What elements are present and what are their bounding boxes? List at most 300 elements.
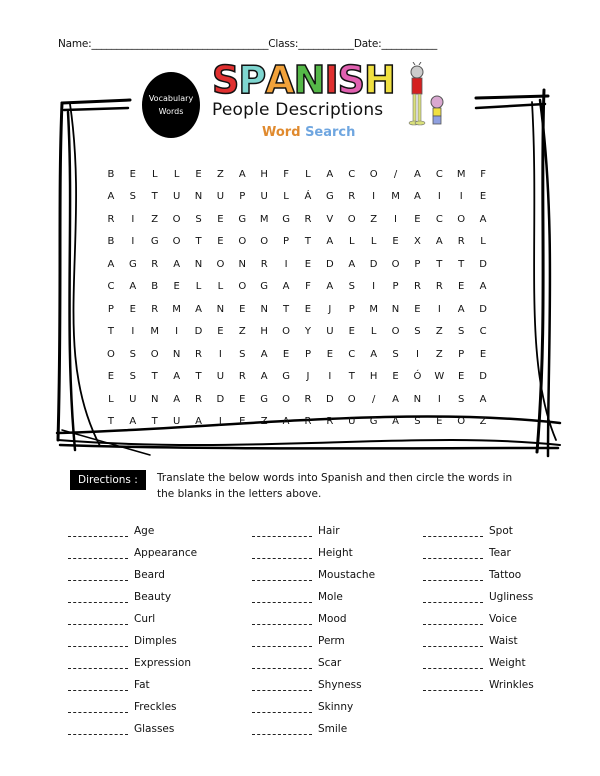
grid-letter[interactable]: D <box>479 258 487 270</box>
grid-letter[interactable]: M <box>369 303 378 315</box>
grid-letter[interactable]: U <box>129 393 137 405</box>
answer-blank[interactable] <box>68 594 128 603</box>
grid-letter[interactable]: A <box>173 258 181 270</box>
badge-line-1: Vocabulary <box>148 94 194 103</box>
answer-blank[interactable] <box>68 638 128 647</box>
grid-letter[interactable]: O <box>391 326 400 338</box>
title-spanish <box>212 60 395 100</box>
grid-letter[interactable]: O <box>282 393 290 405</box>
vocab-word: Tattoo <box>489 569 522 581</box>
grid-letter[interactable]: T <box>195 371 202 383</box>
grid-letter[interactable]: O <box>107 348 115 360</box>
grid-letter[interactable]: T <box>107 326 114 338</box>
grid-letter[interactable]: B <box>107 236 115 248</box>
grid-letter[interactable]: O <box>369 168 378 180</box>
grid-letter[interactable]: Ó <box>413 371 422 383</box>
answer-blank[interactable] <box>423 638 483 647</box>
grid-letter[interactable]: E <box>326 348 334 360</box>
grid-letter[interactable]: I <box>372 191 376 203</box>
grid-letter[interactable]: Z <box>151 213 159 225</box>
grid-letter[interactable]: A <box>370 348 378 360</box>
vocab-word: Fat <box>134 679 150 691</box>
grid-letter[interactable]: R <box>260 258 268 270</box>
grid-letter[interactable]: E <box>458 371 465 383</box>
grid-letter[interactable]: S <box>348 281 355 293</box>
grid-letter[interactable]: P <box>414 258 421 270</box>
grid-letter[interactable]: U <box>326 326 334 338</box>
grid-letter[interactable]: S <box>129 371 137 383</box>
badge-line-2: Words <box>158 107 184 116</box>
grid-letter[interactable]: Y <box>304 326 312 338</box>
vocab-word: Wrinkles <box>489 679 534 691</box>
grid-letter[interactable]: R <box>326 416 334 428</box>
grid-letter[interactable]: B <box>107 168 115 180</box>
grid-letter[interactable]: A <box>260 371 268 383</box>
answer-blank[interactable] <box>423 550 483 559</box>
name-field[interactable]: ___________________________________ <box>91 38 269 50</box>
grid-letter[interactable]: S <box>129 348 137 360</box>
grid-row <box>100 231 520 254</box>
answer-blank[interactable] <box>423 572 483 581</box>
grid-row <box>100 343 520 366</box>
grid-letter[interactable]: G <box>282 213 290 225</box>
grid-letter[interactable]: T <box>107 416 114 428</box>
grid-letter[interactable]: A <box>129 281 137 293</box>
grid-letter[interactable]: S <box>195 213 202 225</box>
class-field[interactable]: ___________ <box>298 38 354 50</box>
grid-letter[interactable]: R <box>151 303 159 315</box>
grid-letter[interactable]: L <box>370 236 377 248</box>
grid-letter[interactable]: I <box>284 258 288 270</box>
grid-letter[interactable]: A <box>326 281 334 293</box>
title-letter: S <box>337 58 364 102</box>
grid-letter[interactable]: Z <box>479 416 487 428</box>
grid-letter[interactable]: P <box>239 191 246 203</box>
grid-letter[interactable]: I <box>437 393 441 405</box>
vocab-word: Dimples <box>134 635 177 647</box>
vocab-word: Tear <box>489 547 511 559</box>
vocab-item <box>252 718 375 740</box>
grid-letter[interactable]: H <box>369 371 378 383</box>
grid-letter[interactable]: C <box>348 348 356 360</box>
grid-letter[interactable]: A <box>392 416 399 428</box>
grid-letter[interactable]: S <box>129 191 137 203</box>
grid-letter[interactable]: A <box>260 348 268 360</box>
grid-row <box>100 253 520 276</box>
grid-letter[interactable]: P <box>348 303 355 315</box>
grid-letter[interactable]: D <box>326 393 334 405</box>
vocab-word: Smile <box>318 723 348 735</box>
vocab-word: Freckles <box>134 701 177 713</box>
answer-blank[interactable] <box>252 638 312 647</box>
answer-blank[interactable] <box>68 572 128 581</box>
answer-blank[interactable] <box>252 594 312 603</box>
grid-letter[interactable]: R <box>348 191 356 203</box>
vocab-item <box>252 608 375 630</box>
grid-letter[interactable]: T <box>283 303 290 315</box>
grid-letter[interactable]: C <box>435 213 443 225</box>
grid-letter[interactable]: P <box>107 303 114 315</box>
grid-letter[interactable]: O <box>216 258 225 270</box>
class-label: Class: <box>268 38 299 50</box>
grid-letter[interactable]: A <box>282 416 290 428</box>
grid-letter[interactable]: I <box>459 191 463 203</box>
grid-letter[interactable]: T <box>348 371 355 383</box>
grid-letter[interactable]: R <box>304 213 312 225</box>
grid-letter[interactable]: O <box>238 236 247 248</box>
grid-letter[interactable]: A <box>173 393 181 405</box>
grid-letter[interactable]: P <box>392 281 399 293</box>
grid-letter[interactable]: G <box>238 213 247 225</box>
title-letter: P <box>238 58 266 102</box>
grid-letter[interactable]: U <box>348 416 356 428</box>
grid-letter[interactable]: U <box>216 191 225 203</box>
grid-letter[interactable]: O <box>347 393 356 405</box>
grid-letter[interactable]: E <box>479 191 487 203</box>
grid-letter[interactable]: O <box>457 213 466 225</box>
grid-letter[interactable]: H <box>260 168 268 180</box>
grid-letter[interactable]: J <box>306 371 310 383</box>
grid-letter[interactable]: L <box>348 236 355 248</box>
grid-letter[interactable]: A <box>282 281 290 293</box>
grid-letter[interactable]: O <box>172 213 181 225</box>
grid-letter[interactable]: A <box>326 168 334 180</box>
grid-letter[interactable]: I <box>437 191 441 203</box>
grid-letter[interactable]: O <box>150 348 159 360</box>
vocab-item <box>423 652 534 674</box>
grid-letter[interactable]: E <box>392 371 399 383</box>
grid-letter[interactable]: S <box>458 326 465 338</box>
grid-letter[interactable]: U <box>172 416 181 428</box>
grid-letter[interactable]: N <box>150 393 159 405</box>
grid-letter[interactable]: E <box>348 326 355 338</box>
answer-blank[interactable] <box>423 682 483 691</box>
grid-letter[interactable]: A <box>195 303 202 315</box>
grid-letter[interactable]: E <box>239 416 246 428</box>
grid-letter[interactable]: T <box>195 236 202 248</box>
grid-letter[interactable]: L <box>108 393 114 405</box>
grid-letter[interactable]: E <box>304 303 312 315</box>
grid-letter[interactable]: R <box>413 281 421 293</box>
grid-letter[interactable]: N <box>238 258 247 270</box>
answer-blank[interactable] <box>423 660 483 669</box>
title-letter: N <box>293 58 325 102</box>
grid-letter[interactable]: F <box>305 281 311 293</box>
grid-letter[interactable]: T <box>151 191 158 203</box>
grid-letter[interactable]: O <box>260 236 269 248</box>
grid-letter[interactable]: E <box>195 168 202 180</box>
vocab-item <box>423 520 534 542</box>
answer-blank[interactable] <box>252 704 312 713</box>
grid-letter[interactable]: G <box>325 191 334 203</box>
grid-letter[interactable]: B <box>151 281 159 293</box>
student-info-line <box>58 38 548 50</box>
grid-letter[interactable]: I <box>437 303 441 315</box>
grid-letter[interactable]: / <box>393 168 398 180</box>
vocab-item <box>252 586 375 608</box>
grid-letter[interactable]: F <box>480 168 486 180</box>
grid-letter[interactable]: T <box>458 258 465 270</box>
vocab-item <box>423 630 534 652</box>
grid-letter[interactable]: C <box>107 281 115 293</box>
grid-letter[interactable]: A <box>413 168 421 180</box>
grid-letter[interactable]: G <box>282 371 290 383</box>
grid-letter[interactable]: D <box>326 258 334 270</box>
name-label: Name: <box>58 38 92 50</box>
grid-letter[interactable]: S <box>239 348 246 360</box>
grid-letter[interactable]: R <box>195 393 202 405</box>
grid-row <box>100 366 520 389</box>
grid-letter[interactable]: E <box>173 281 180 293</box>
grid-letter[interactable]: M <box>259 213 269 225</box>
vocab-item <box>252 630 375 652</box>
grid-letter[interactable]: O <box>457 416 466 428</box>
grid-letter[interactable]: O <box>391 258 400 270</box>
grid-letter[interactable]: Z <box>238 326 246 338</box>
grid-letter[interactable]: A <box>129 416 137 428</box>
grid-letter[interactable]: E <box>239 393 246 405</box>
vocab-word: Spot <box>489 525 513 537</box>
vocab-item <box>252 652 375 674</box>
grid-letter[interactable]: E <box>129 303 136 315</box>
grid-letter[interactable]: O <box>238 281 247 293</box>
grid-letter[interactable]: L <box>151 168 158 180</box>
vocab-word: Beauty <box>134 591 172 603</box>
grid-letter[interactable]: D <box>479 371 487 383</box>
grid-letter[interactable]: S <box>414 416 421 428</box>
grid-letter[interactable]: / <box>371 393 376 405</box>
grid-letter[interactable]: R <box>304 393 312 405</box>
grid-letter[interactable]: G <box>150 236 159 248</box>
grid-letter[interactable]: Z <box>435 326 443 338</box>
grid-letter[interactable]: G <box>260 393 269 405</box>
vocab-item <box>68 608 197 630</box>
grid-letter[interactable]: E <box>436 416 443 428</box>
grid-letter[interactable]: L <box>173 168 180 180</box>
grid-letter[interactable]: M <box>391 191 400 203</box>
grid-letter[interactable]: E <box>239 303 246 315</box>
grid-letter[interactable]: I <box>218 348 222 360</box>
grid-letter[interactable]: U <box>216 371 225 383</box>
grid-letter[interactable]: E <box>414 303 421 315</box>
grid-letter[interactable]: A <box>435 236 443 248</box>
grid-row <box>100 298 520 321</box>
grid-letter[interactable]: I <box>415 348 419 360</box>
grid-letter[interactable]: P <box>304 348 311 360</box>
grid-letter[interactable]: A <box>173 371 181 383</box>
grid-letter[interactable]: A <box>107 258 115 270</box>
vocab-word: Waist <box>489 635 518 647</box>
grid-letter[interactable]: X <box>413 236 421 248</box>
grid-letter[interactable]: A <box>107 191 115 203</box>
grid-letter[interactable]: E <box>129 168 136 180</box>
grid-letter[interactable]: L <box>480 236 486 248</box>
grid-letter[interactable]: N <box>260 303 268 315</box>
grid-letter[interactable]: R <box>435 281 443 293</box>
grid-letter[interactable]: N <box>216 303 225 315</box>
vocab-item <box>423 674 534 696</box>
answer-blank[interactable] <box>252 682 312 691</box>
grid-letter[interactable]: I <box>175 326 179 338</box>
grid-letter[interactable]: E <box>217 326 224 338</box>
grid-letter[interactable]: R <box>304 416 312 428</box>
vocab-word: Beard <box>134 569 165 581</box>
grid-letter[interactable]: R <box>107 213 115 225</box>
grid-letter[interactable]: M <box>150 326 160 338</box>
grid-letter[interactable]: T <box>436 258 443 270</box>
grid-letter[interactable]: A <box>479 213 487 225</box>
grid-letter[interactable]: U <box>260 191 268 203</box>
grid-letter[interactable]: W <box>434 371 445 383</box>
grid-letter[interactable]: D <box>194 326 203 338</box>
grid-letter[interactable]: R <box>238 371 246 383</box>
grid-letter[interactable]: G <box>369 416 378 428</box>
answer-blank[interactable] <box>252 550 312 559</box>
grid-letter[interactable]: A <box>479 281 487 293</box>
grid-letter[interactable]: G <box>260 281 269 293</box>
grid-letter[interactable]: L <box>283 191 289 203</box>
grid-letter[interactable]: C <box>348 168 356 180</box>
grid-letter[interactable]: I <box>131 326 135 338</box>
grid-letter[interactable]: Z <box>370 213 378 225</box>
grid-row <box>100 163 520 186</box>
grid-letter[interactable]: D <box>479 303 487 315</box>
answer-blank[interactable] <box>252 528 312 537</box>
grid-letter[interactable]: R <box>151 258 159 270</box>
grid-letter[interactable]: M <box>456 168 466 180</box>
grid-row <box>100 186 520 209</box>
grid-letter[interactable]: A <box>479 393 487 405</box>
grid-letter[interactable]: Á <box>304 191 312 203</box>
grid-letter[interactable]: P <box>283 236 290 248</box>
grid-letter[interactable]: A <box>348 258 356 270</box>
vocab-item <box>423 564 534 586</box>
grid-letter[interactable]: G <box>128 258 137 270</box>
grid-letter[interactable]: J <box>328 303 332 315</box>
grid-letter[interactable]: I <box>394 213 397 225</box>
grid-letter[interactable]: I <box>131 213 135 225</box>
answer-blank[interactable] <box>423 594 483 603</box>
grid-letter[interactable]: E <box>217 213 224 225</box>
grid-letter[interactable]: E <box>282 348 290 360</box>
grid-letter[interactable]: E <box>107 371 115 383</box>
grid-letter[interactable]: L <box>195 281 202 293</box>
grid-letter[interactable]: L <box>370 326 377 338</box>
vocab-item <box>68 652 197 674</box>
grid-letter[interactable]: H <box>260 326 268 338</box>
grid-letter[interactable]: J <box>218 416 222 428</box>
word-search-heading <box>262 125 355 140</box>
answer-blank[interactable] <box>252 616 312 625</box>
answer-blank[interactable] <box>68 682 128 691</box>
grid-letter[interactable]: C <box>435 168 443 180</box>
answer-blank[interactable] <box>68 528 128 537</box>
grid-letter[interactable]: E <box>458 281 465 293</box>
grid-letter[interactable]: L <box>217 281 224 293</box>
grid-letter[interactable]: S <box>458 393 465 405</box>
vocab-word: Shyness <box>318 679 362 691</box>
grid-letter[interactable]: N <box>391 303 400 315</box>
grid-letter[interactable]: Z <box>435 348 443 360</box>
grid-letter[interactable]: N <box>172 348 181 360</box>
grid-letter[interactable]: S <box>392 348 399 360</box>
answer-blank[interactable] <box>252 660 312 669</box>
grid-letter[interactable]: C <box>479 326 487 338</box>
grid-letter[interactable]: T <box>304 236 312 248</box>
answer-blank[interactable] <box>68 550 128 559</box>
grid-letter[interactable]: A <box>457 303 465 315</box>
grid-letter[interactable]: T <box>151 416 158 428</box>
vocabulary-words-badge <box>142 72 200 138</box>
grid-letter[interactable]: O <box>282 326 290 338</box>
grid-letter[interactable]: E <box>479 348 487 360</box>
grid-letter[interactable]: V <box>326 213 334 225</box>
grid-letter[interactable]: T <box>151 371 158 383</box>
grid-letter[interactable]: A <box>238 168 246 180</box>
grid-letter[interactable]: E <box>304 258 312 270</box>
vocab-word: Expression <box>134 657 191 669</box>
grid-letter[interactable]: Z <box>216 168 224 180</box>
answer-blank[interactable] <box>423 616 483 625</box>
grid-letter[interactable]: R <box>195 348 202 360</box>
vocab-item <box>252 564 375 586</box>
answer-blank[interactable] <box>252 572 312 581</box>
word-search-word: Word <box>262 125 301 140</box>
grid-letter[interactable]: A <box>413 191 421 203</box>
vocab-word: Age <box>134 525 155 537</box>
grid-letter[interactable]: A <box>195 416 202 428</box>
title-letter: A <box>265 58 294 102</box>
answer-blank[interactable] <box>68 616 128 625</box>
answer-blank[interactable] <box>252 726 312 735</box>
answer-blank[interactable] <box>68 704 128 713</box>
grid-letter[interactable]: A <box>326 236 334 248</box>
people-illustration-icon <box>405 62 450 130</box>
grid-row <box>100 276 520 299</box>
grid-letter[interactable]: Z <box>260 416 268 428</box>
grid-letter[interactable]: E <box>392 236 399 248</box>
grid-letter[interactable]: O <box>347 213 356 225</box>
grid-letter[interactable]: I <box>328 371 332 383</box>
grid-letter[interactable]: O <box>172 236 181 248</box>
word-search-grid <box>100 163 520 433</box>
vocab-item <box>423 586 534 608</box>
answer-blank[interactable] <box>68 660 128 669</box>
grid-letter[interactable]: A <box>392 393 399 405</box>
grid-letter[interactable]: L <box>305 168 311 180</box>
grid-letter[interactable]: D <box>216 393 225 405</box>
grid-letter[interactable]: I <box>372 281 376 293</box>
grid-letter[interactable]: F <box>283 168 289 180</box>
grid-letter[interactable]: P <box>458 348 465 360</box>
grid-letter[interactable]: N <box>194 258 203 270</box>
grid-letter[interactable]: U <box>172 191 181 203</box>
vocab-word: Skinny <box>318 701 354 713</box>
vocab-item <box>68 696 197 718</box>
grid-letter[interactable]: N <box>413 393 422 405</box>
grid-letter[interactable]: E <box>217 236 224 248</box>
grid-letter[interactable]: E <box>414 213 421 225</box>
grid-letter[interactable]: M <box>172 303 181 315</box>
grid-letter[interactable]: I <box>131 236 135 248</box>
grid-letter[interactable]: R <box>457 236 465 248</box>
answer-blank[interactable] <box>423 528 483 537</box>
grid-letter[interactable]: N <box>194 191 203 203</box>
date-field[interactable]: ___________ <box>381 38 438 50</box>
grid-letter[interactable]: D <box>369 258 378 270</box>
grid-letter[interactable]: S <box>414 326 421 338</box>
answer-blank[interactable] <box>68 726 128 735</box>
